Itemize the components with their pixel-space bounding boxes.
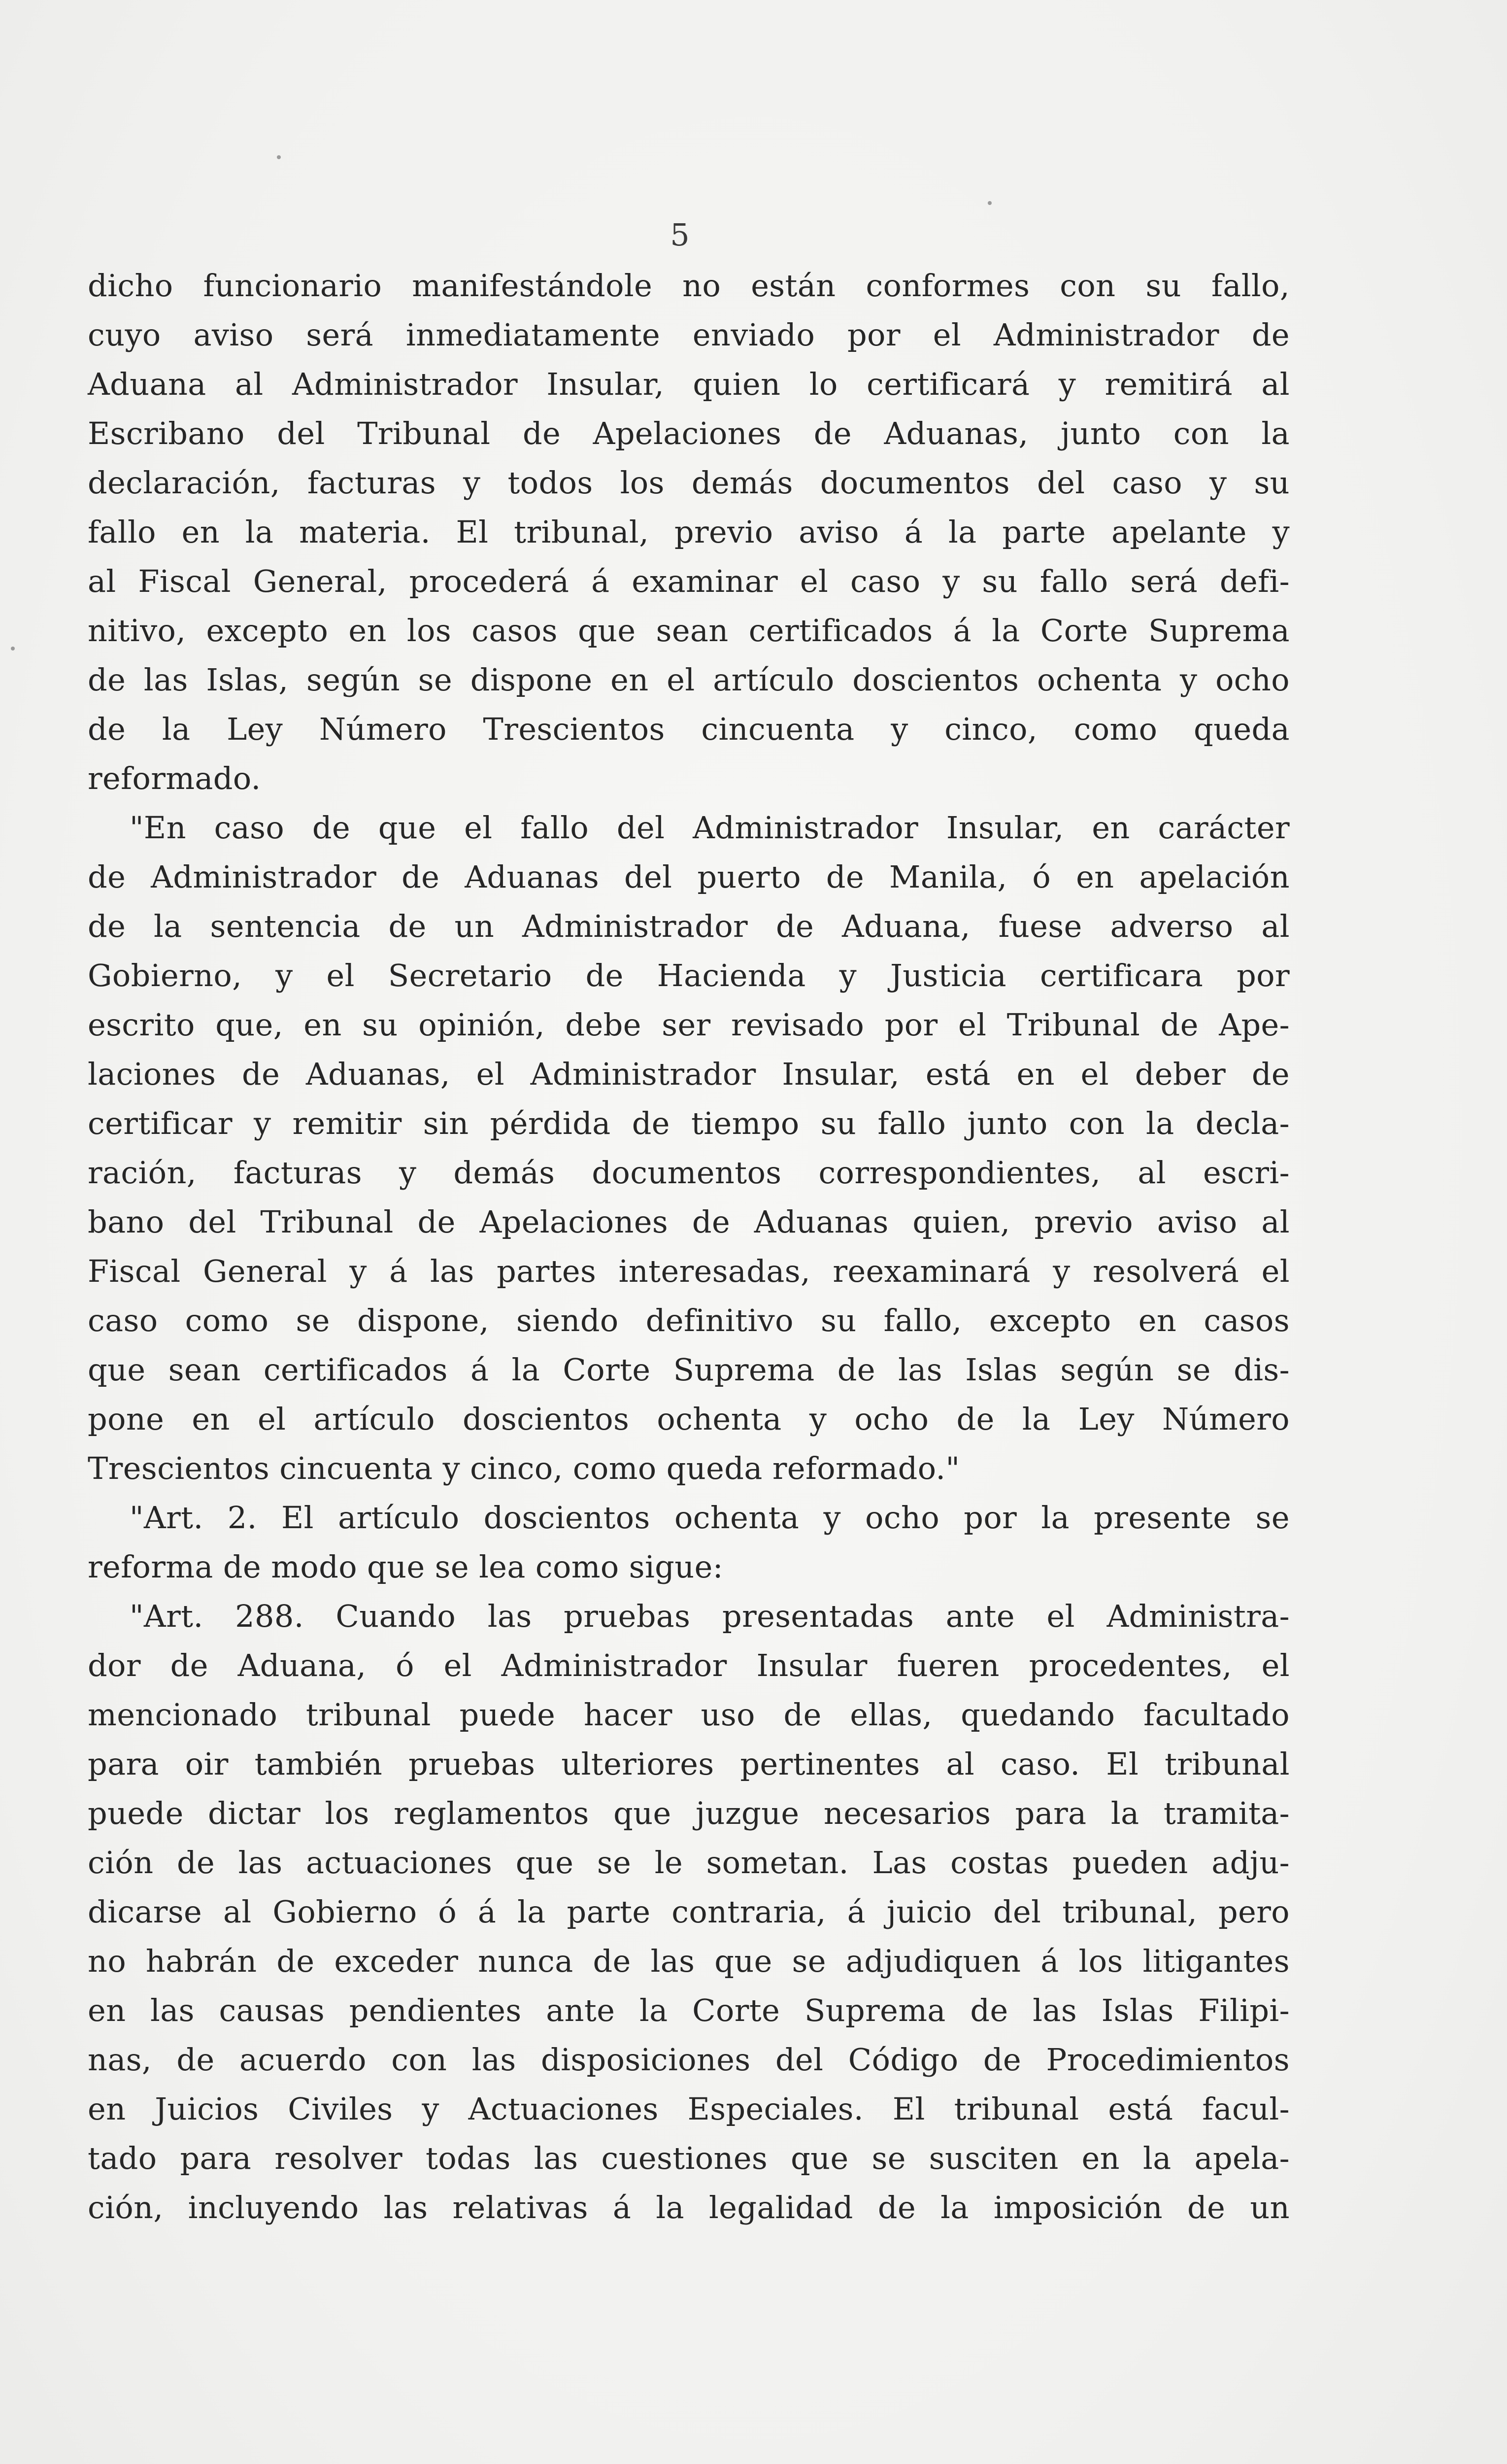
text-line: que sean certificados á la Corte Suprema de las Islas según se dis- [88,1352,1290,1388]
text-line: al Fiscal General, procederá á examinar el caso y su fallo será defi- [88,563,1290,599]
text-line: escrito que, en su opinión, debe ser revisado por el Tribunal de Ape- [88,1007,1290,1043]
text-line: de la sentencia de un Administrador de Aduana, fuese adverso al [88,908,1290,944]
text-line: Trescientos cincuenta y cinco, como queda reformado." [88,1450,960,1486]
text-line: en las causas pendientes ante la Corte Suprema de las Islas Filipi- [88,1992,1290,2028]
text-line: de Administrador de Aduanas del puerto de Manila, ó en apelación [88,859,1290,895]
text-line: "Art. 2. El artículo doscientos ochenta y ocho por la presente se [130,1500,1290,1536]
text-line: tado para resolver todas las cuestiones que se susciten en la apela- [88,2140,1290,2176]
text-line: certificar y remitir sin pérdida de tiempo su fallo junto con la decla- [88,1105,1290,1141]
text-line: reforma de modo que se lea como sigue: [88,1549,723,1585]
text-line: dor de Aduana, ó el Administrador Insular fueren procedentes, el [88,1647,1290,1683]
text-line: fallo en la materia. El tribunal, previo aviso á la parte apelante y [88,514,1290,550]
text-line: cuyo aviso será inmediatamente enviado por el Administrador de [88,317,1290,353]
text-line: de la Ley Número Trescientos cincuenta y cinco, como queda [88,711,1290,747]
text-line: dicho funcionario manifestándole no están conformes con su fallo, [88,268,1290,304]
text-line: "Art. 288. Cuando las pruebas presentadas ante el Administra- [130,1598,1290,1634]
text-line: bano del Tribunal de Apelaciones de Aduanas quien, previo aviso al [88,1204,1290,1240]
page-number: 5 [670,217,690,253]
text-line: nitivo, excepto en los casos que sean certificados á la Corte Suprema [88,613,1290,649]
text-line: Gobierno, y el Secretario de Hacienda y Justicia certificara por [88,958,1290,993]
text-line: laciones de Aduanas, el Administrador Insular, está en el deber de [88,1056,1290,1092]
text-line: Aduana al Administrador Insular, quien lo certificará y remitirá al [88,366,1290,402]
text-line: "En caso de que el fallo del Administrador Insular, en carácter [130,810,1290,846]
speck-mark [11,647,15,650]
text-line: puede dictar los reglamentos que juzgue necesarios para la tramita- [88,1795,1290,1831]
text-line: reformado. [88,760,261,796]
text-line: mencionado tribunal puede hacer uso de ellas, quedando facultado [88,1697,1290,1733]
text-line: ción de las actuaciones que se le sometan. Las costas pueden adju- [88,1845,1290,1881]
text-line: de las Islas, según se dispone en el artículo doscientos ochenta y ocho [88,662,1290,698]
text-line: no habrán de exceder nunca de las que se adjudiquen á los litigantes [88,1943,1290,1979]
text-line: nas, de acuerdo con las disposiciones del Código de Procedimientos [88,2042,1290,2078]
speck-mark [277,155,281,159]
text-line: pone en el artículo doscientos ochenta y ocho de la Ley Número [88,1401,1290,1437]
text-line: para oir también pruebas ulteriores pertinentes al caso. El tribunal [88,1746,1290,1782]
text-line: Escribano del Tribunal de Apelaciones de Aduanas, junto con la [88,415,1290,451]
text-line: caso como se dispone, siendo definitivo su fallo, excepto en casos [88,1302,1290,1338]
text-line: Fiscal General y á las partes interesadas, reexaminará y resolverá el [88,1253,1290,1289]
text-line: en Juicios Civiles y Actuaciones Especiales. El tribunal está facul- [88,2091,1290,2127]
text-line: ración, facturas y demás documentos correspondientes, al escri- [88,1155,1290,1191]
text-line: ción, incluyendo las relativas á la legalidad de la imposición de un [88,2190,1290,2225]
body-text [88,261,1290,2232]
speck-mark [988,201,992,205]
text-line: declaración, facturas y todos los demás documentos del caso y su [88,465,1290,501]
text-line: dicarse al Gobierno ó á la parte contraria, á juicio del tribunal, pero [88,1894,1290,1930]
